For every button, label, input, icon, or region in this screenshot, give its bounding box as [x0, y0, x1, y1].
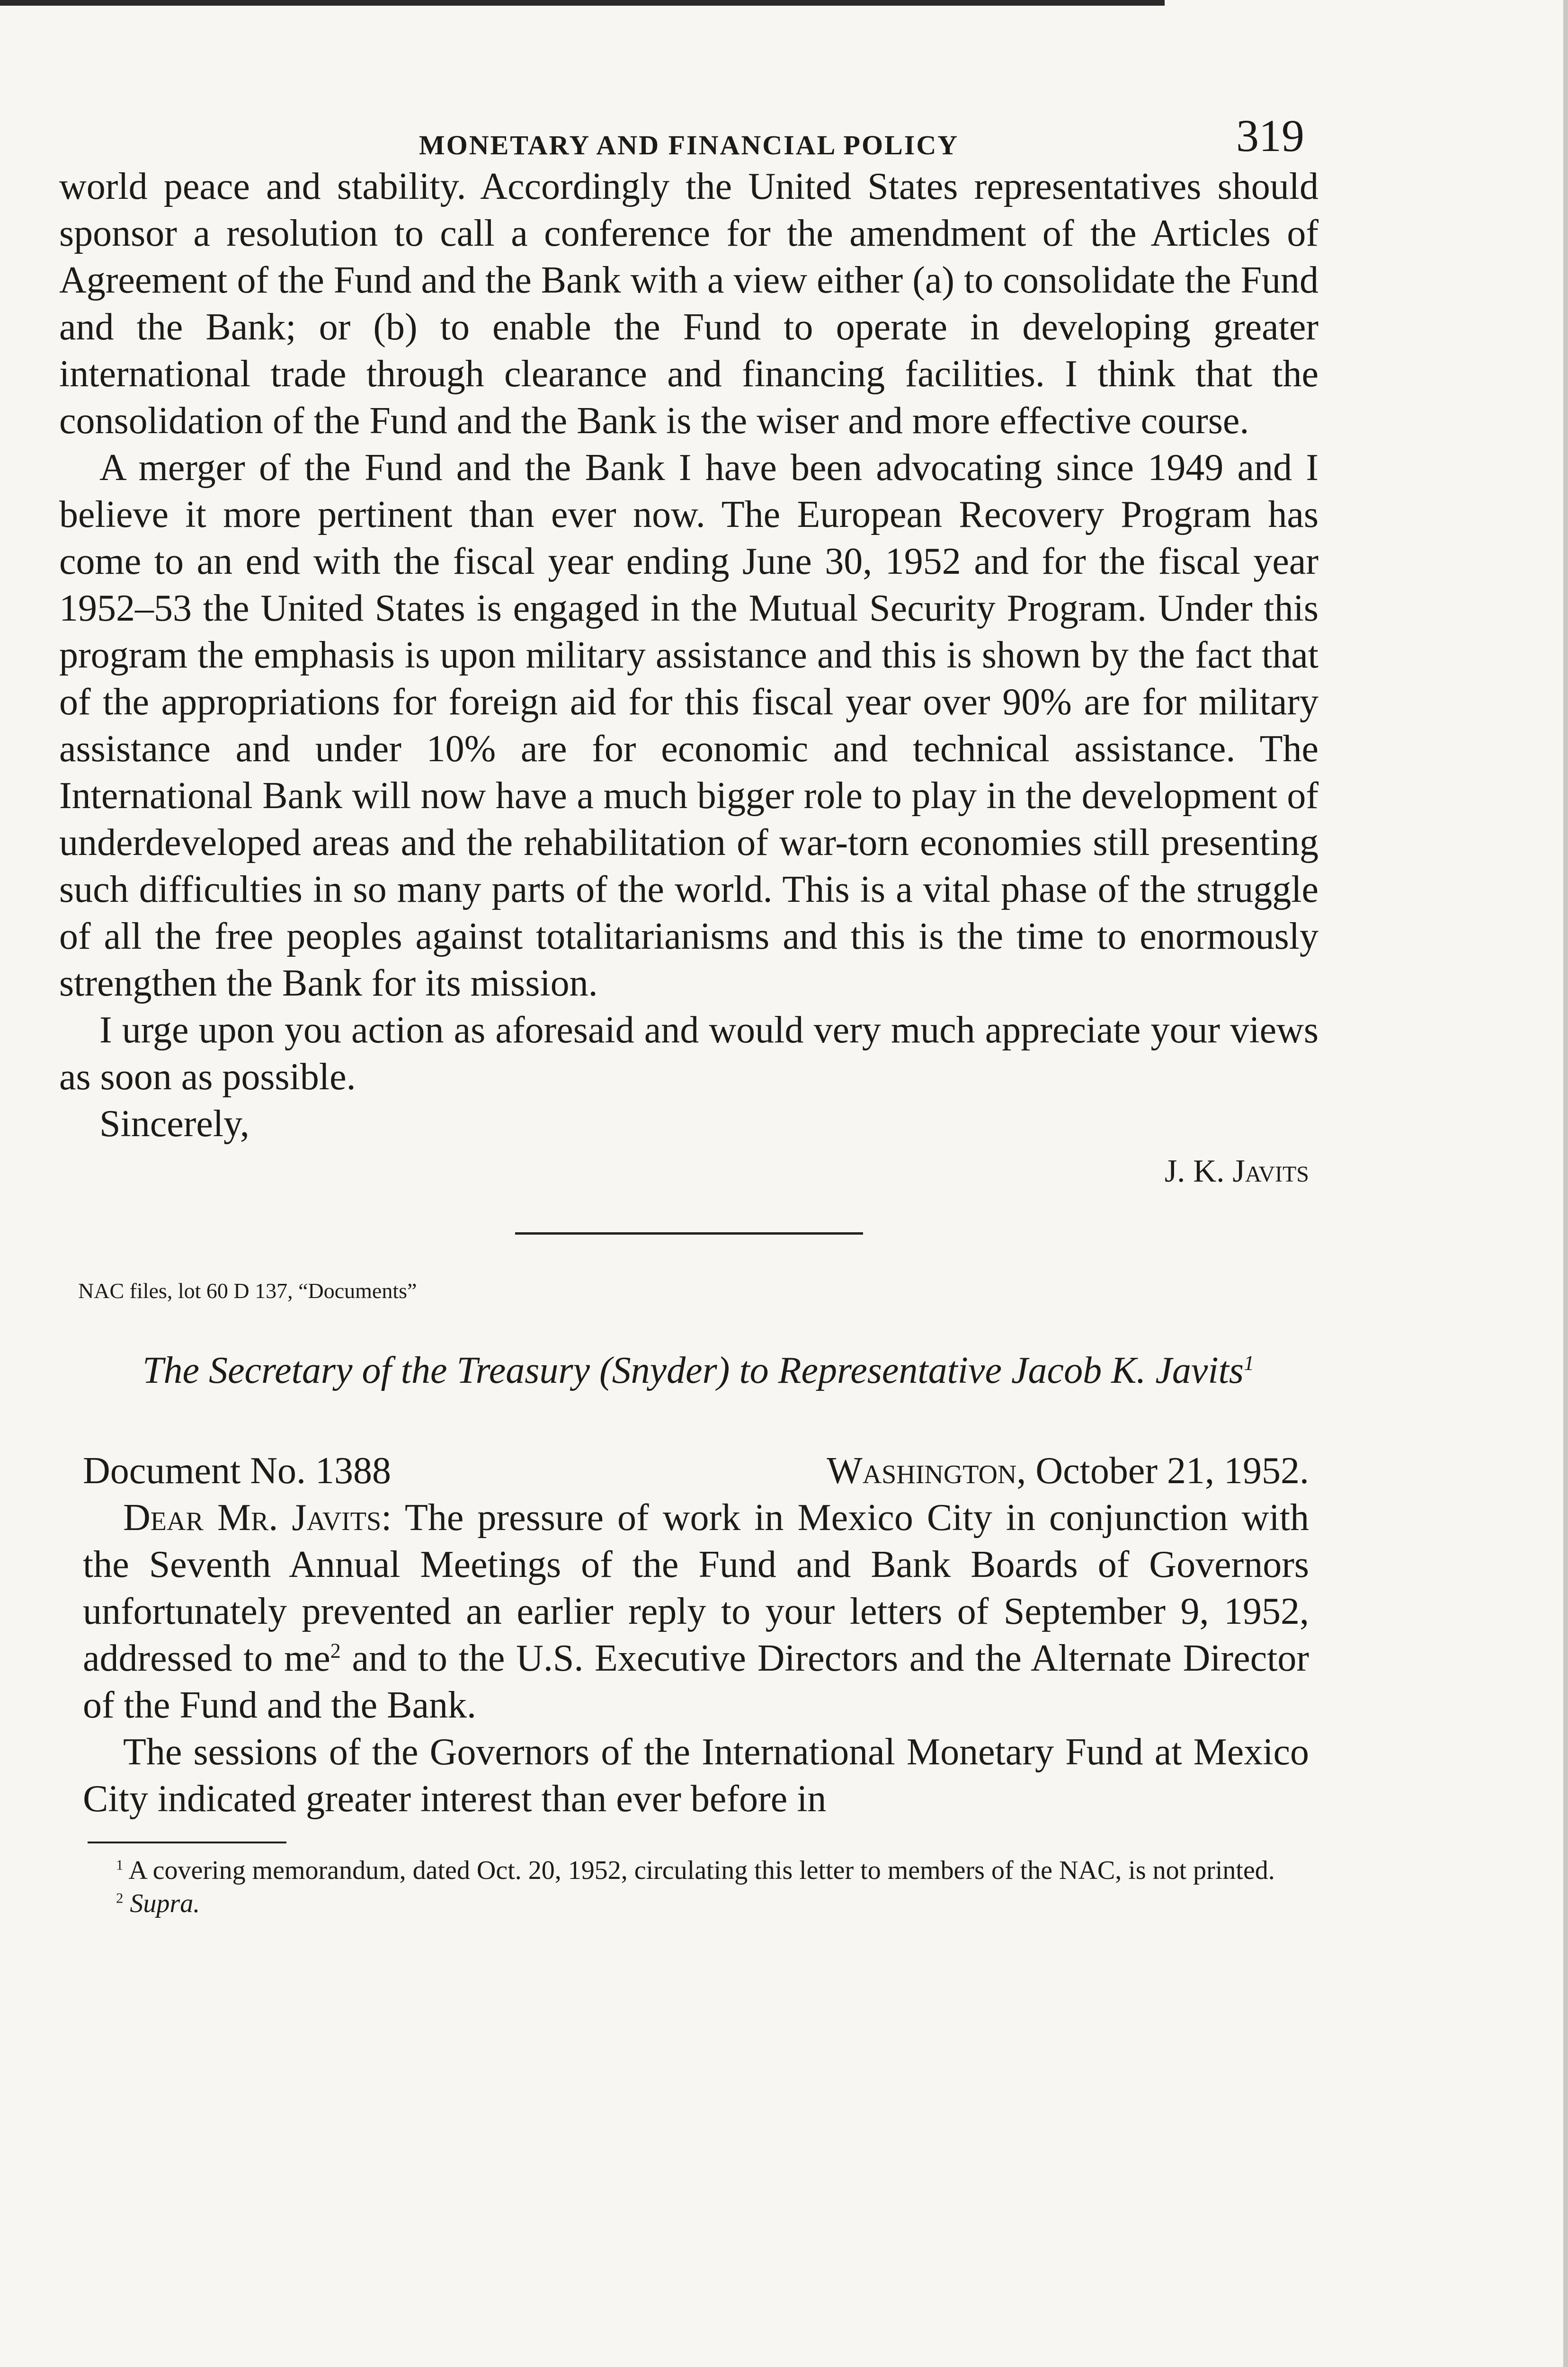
footnote-ref-2: 2 [330, 1639, 341, 1663]
snyder-paragraph-1-text-b: and to the U.S. Executive Directors and the Alternate Director of the Fund and the Bank. [83, 1637, 1310, 1726]
footnote-2-marker: 2 [116, 1890, 124, 1906]
document-date: , October 21, 1952. [1016, 1450, 1309, 1492]
snyder-paragraph-2: The sessions of the Governors of the International Monetary Fund at Mexico City indicated greater interest than ever before in [83, 1731, 1309, 1820]
document-title-footnote-marker: 1 [1244, 1351, 1255, 1375]
footnote-divider [88, 1842, 286, 1843]
scan-top-border [0, 0, 1165, 6]
document-place-date [827, 1448, 1309, 1495]
document-title [92, 1348, 1304, 1393]
document-page [59, 97, 1319, 1920]
javits-paragraph-3: I urge upon you action as aforesaid and would very much appreciate your views as soon as possible. [59, 1009, 1319, 1098]
page-number: 319 [1236, 110, 1304, 161]
javits-paragraph-2: A merger of the Fund and the Bank I have been advocating since 1949 and I believe it more pertinent than ever now. The European Recovery Program has come to an end with the fiscal year ending June 30, 1952 and for the fiscal year 1952–53 the United States is engaged in the Mutual Security Program. Under this program the emphasis is upon military assistance and this is shown by the fact that of the appropriations for foreign aid for this fiscal year over 90% are for military assistance and under 10% are for economic and technical assistance. The International Bank will now have a much bigger role to play in the development of underdeveloped areas and the rehabilitation of war-torn economies still presenting such difficulties in so many parts of the world. This is a vital phase of the struggle of all the free peoples against totalitarianisms and this is the time to enormously strengthen the Bank for its mission. [59, 447, 1319, 1004]
source-note: NAC files, lot 60 D 137, “Documents” [78, 1279, 417, 1303]
footnote-1 [88, 1854, 1309, 1887]
running-head [59, 97, 1319, 163]
snyder-paragraph-1-text-a: The pressure of work in Mexico City in conjunction with the Seventh Annual Meetings of the Fund and Bank Boards of Governors unfortunately prevented an earlier reply to your letters of September 9, 1952, addressed to me [83, 1497, 1310, 1679]
snyder-paragraph-1 [83, 1495, 1309, 1729]
salutation: Dear Mr. Javits: [123, 1497, 392, 1539]
scan-right-edge [1563, 0, 1568, 2367]
footnote-1-marker: 1 [116, 1857, 124, 1873]
running-title: MONETARY AND FINANCIAL POLICY [419, 130, 959, 160]
footnotes [88, 1854, 1309, 1920]
document-dateline [83, 1448, 1309, 1495]
letter-signature: J. K. Javits [1164, 1153, 1309, 1189]
document-place: Washington [827, 1450, 1017, 1492]
document-title-text: The Secretary of the Treasury (Snyder) to Representative Jacob K. Javits [142, 1350, 1244, 1391]
section-divider [515, 1232, 863, 1235]
javits-paragraph-1: world peace and stability. Accordingly the United States representatives should sponsor a resolution to call a conference for the amendment of the Articles of Agreement of the Fund and the Bank with a view either (a) to consolidate the Fund and the Bank; or (b) to enable the Fund to operate in developing greater international trade through clearance and financing facilities. I think that the consolidation of the Fund and the Bank is the wiser and more effective course. [59, 166, 1319, 442]
letter-closing: Sincerely, [99, 1103, 249, 1145]
javits-letter-body [59, 163, 1319, 1101]
footnote-1-text: A covering memorandum, dated Oct. 20, 1952, circulating this letter to members of the NAC, is not printed. [123, 1856, 1275, 1885]
snyder-letter-body [59, 1495, 1319, 1823]
footnote-2-text: Supra. [123, 1889, 200, 1918]
footnote-2 [88, 1887, 1309, 1920]
document-number: Document No. 1388 [83, 1450, 392, 1492]
